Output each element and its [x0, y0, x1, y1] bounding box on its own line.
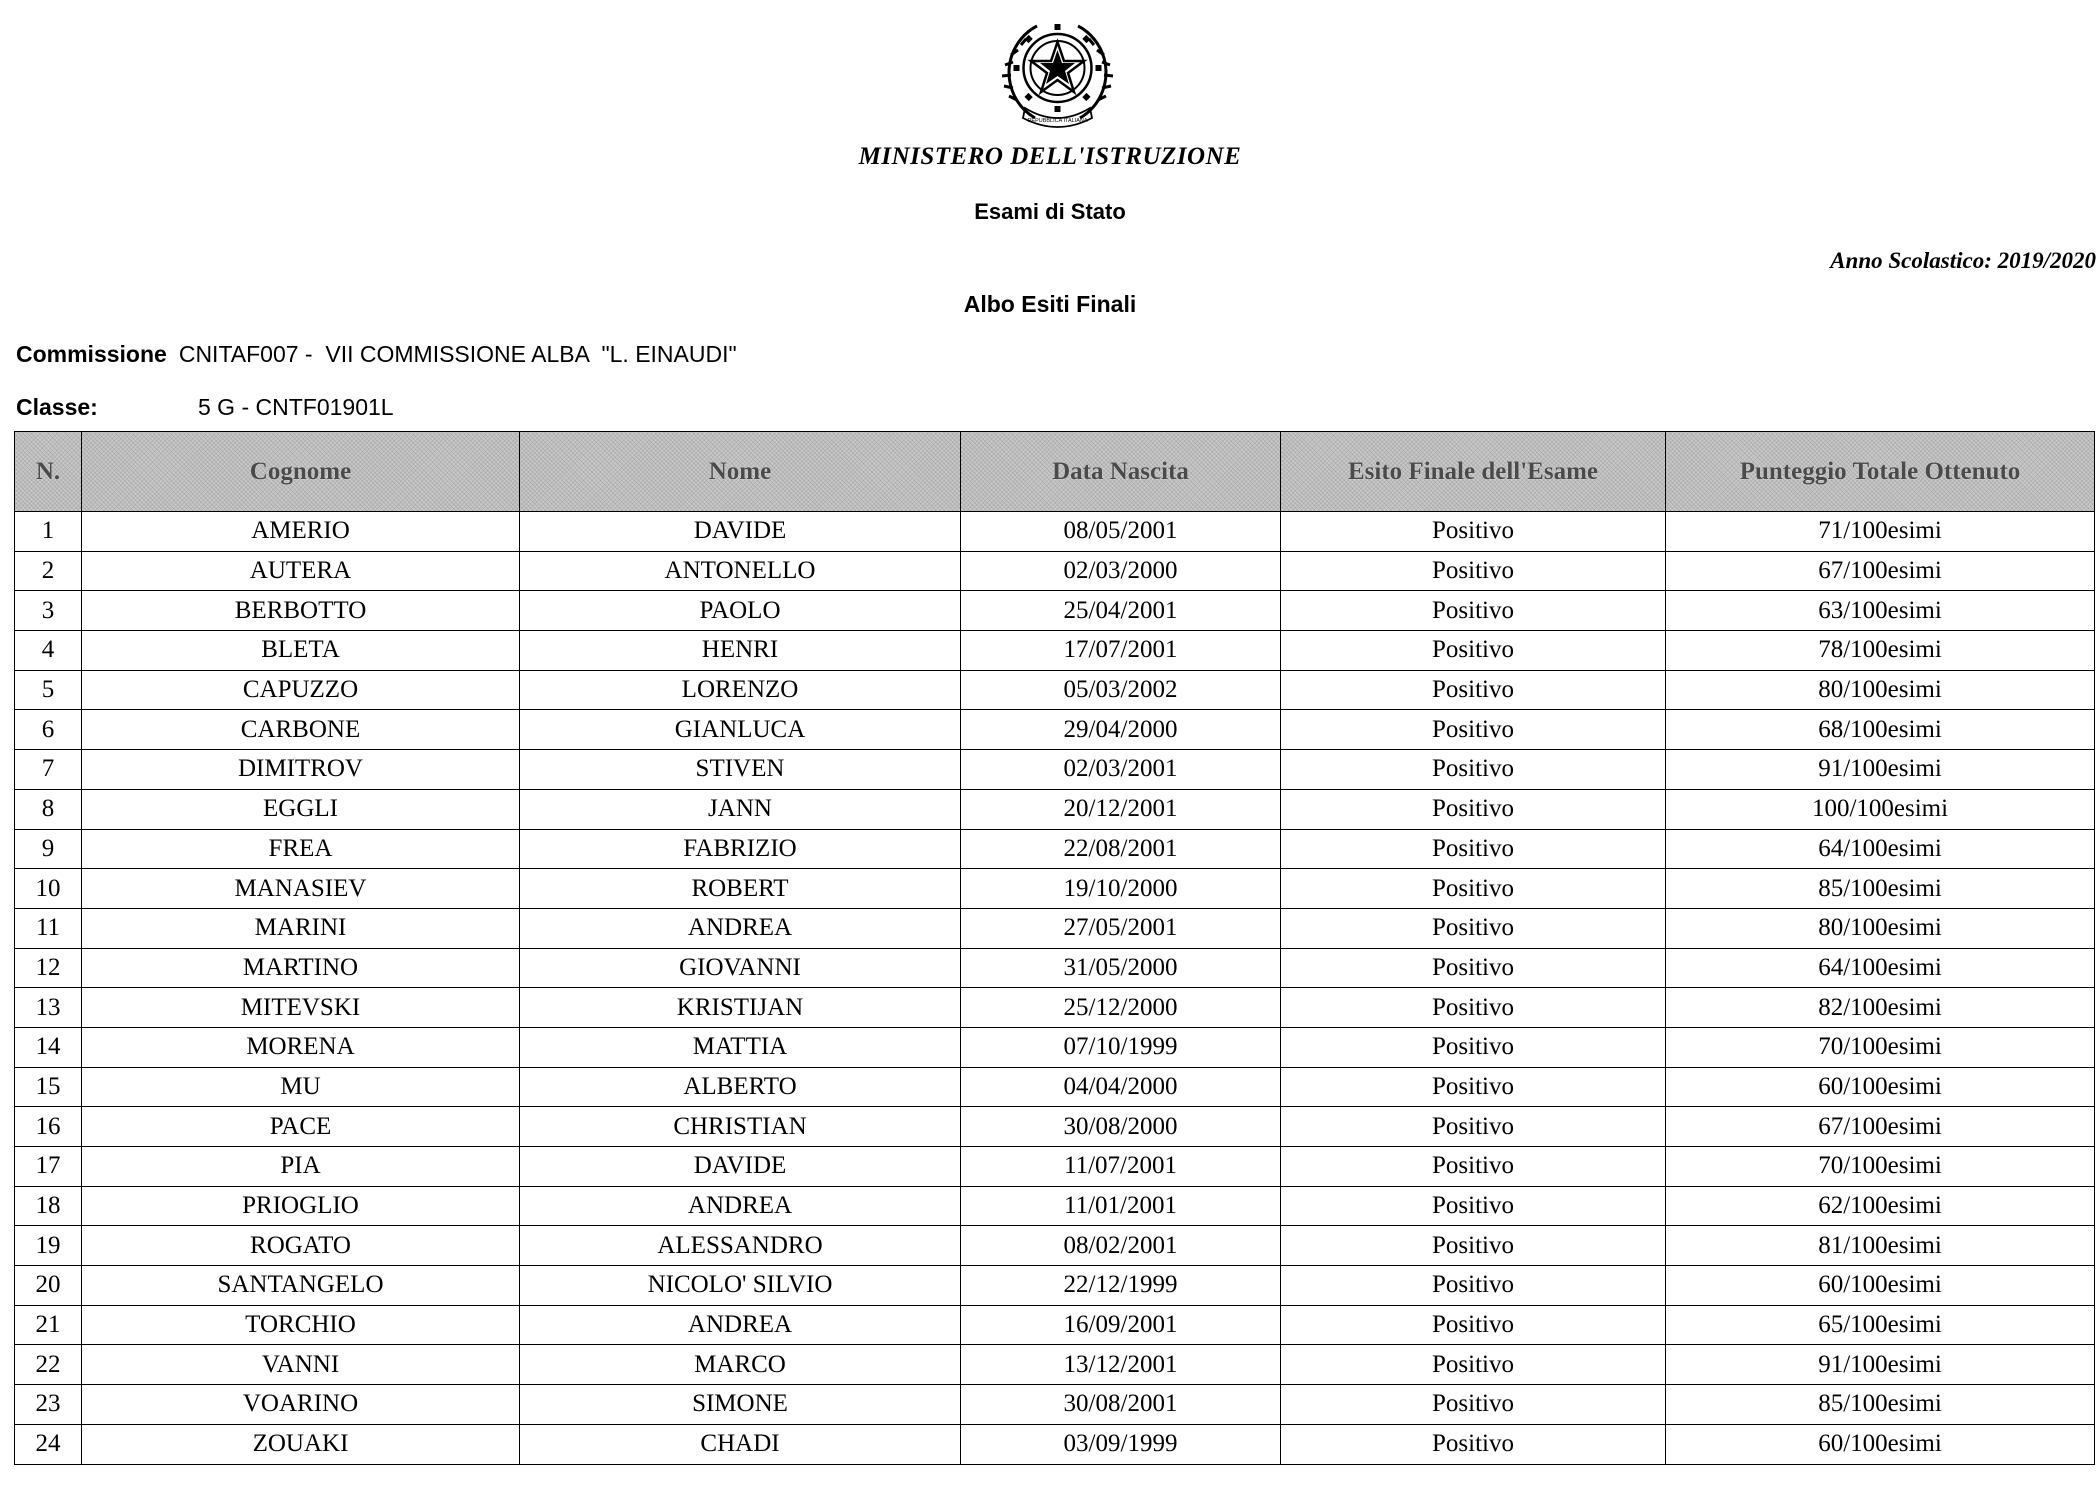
birth-date-cell: 30/08/2001	[961, 1385, 1281, 1425]
table-row	[15, 988, 2095, 1028]
surname-cell: FREA	[82, 829, 520, 869]
table-row	[15, 908, 2095, 948]
commission-line	[16, 341, 737, 368]
birth-date-cell: 25/12/2000	[961, 988, 1281, 1028]
surname-cell: ZOUAKI	[82, 1424, 520, 1464]
table-row	[15, 512, 2095, 552]
outcome-cell: Positivo	[1281, 1186, 1666, 1226]
header-name: Nome	[520, 432, 961, 512]
birth-date-cell: 25/04/2001	[961, 591, 1281, 631]
outcome-cell: Positivo	[1281, 1305, 1666, 1345]
score-cell: 64/100esimi	[1666, 948, 2095, 988]
score-cell: 85/100esimi	[1666, 869, 2095, 909]
class-label: Classe:	[16, 394, 98, 420]
score-cell: 91/100esimi	[1666, 750, 2095, 790]
table-row	[15, 1424, 2095, 1464]
header-birth-date: Data Nascita	[961, 432, 1281, 512]
row-number-cell: 20	[15, 1266, 82, 1306]
surname-cell: MITEVSKI	[82, 988, 520, 1028]
birth-date-cell: 27/05/2001	[961, 908, 1281, 948]
outcome-cell: Positivo	[1281, 512, 1666, 552]
row-number-cell: 3	[15, 591, 82, 631]
name-cell: MATTIA	[520, 1027, 961, 1067]
birth-date-cell: 07/10/1999	[961, 1027, 1281, 1067]
score-cell: 67/100esimi	[1666, 1107, 2095, 1147]
birth-date-cell: 22/12/1999	[961, 1266, 1281, 1306]
surname-cell: ROGATO	[82, 1226, 520, 1266]
name-cell: ANTONELLO	[520, 551, 961, 591]
birth-date-cell: 03/09/1999	[961, 1424, 1281, 1464]
header-number: N.	[15, 432, 82, 512]
header-outcome: Esito Finale dell'Esame	[1281, 432, 1666, 512]
table-row	[15, 869, 2095, 909]
name-cell: STIVEN	[520, 750, 961, 790]
outcome-cell: Positivo	[1281, 591, 1666, 631]
outcome-cell: Positivo	[1281, 1266, 1666, 1306]
name-cell: MARCO	[520, 1345, 961, 1385]
score-cell: 70/100esimi	[1666, 1027, 2095, 1067]
school-year: Anno Scolastico: 2019/2020	[1830, 248, 2096, 273]
outcome-cell: Positivo	[1281, 631, 1666, 671]
table-row	[15, 1226, 2095, 1266]
score-cell: 82/100esimi	[1666, 988, 2095, 1028]
row-number-cell: 12	[15, 948, 82, 988]
birth-date-cell: 31/05/2000	[961, 948, 1281, 988]
surname-cell: AUTERA	[82, 551, 520, 591]
birth-date-cell: 11/01/2001	[961, 1186, 1281, 1226]
birth-date-cell: 02/03/2001	[961, 750, 1281, 790]
outcome-cell: Positivo	[1281, 829, 1666, 869]
table-row	[15, 948, 2095, 988]
birth-date-cell: 08/02/2001	[961, 1226, 1281, 1266]
row-number-cell: 5	[15, 670, 82, 710]
birth-date-cell: 30/08/2000	[961, 1107, 1281, 1147]
outcome-cell: Positivo	[1281, 1147, 1666, 1187]
score-cell: 78/100esimi	[1666, 631, 2095, 671]
birth-date-cell: 04/04/2000	[961, 1067, 1281, 1107]
birth-date-cell: 19/10/2000	[961, 869, 1281, 909]
surname-cell: PIA	[82, 1147, 520, 1187]
name-cell: JANN	[520, 789, 961, 829]
table-row	[15, 789, 2095, 829]
score-cell: 60/100esimi	[1666, 1424, 2095, 1464]
name-cell: LORENZO	[520, 670, 961, 710]
birth-date-cell: 20/12/2001	[961, 789, 1281, 829]
row-number-cell: 7	[15, 750, 82, 790]
score-cell: 80/100esimi	[1666, 908, 2095, 948]
score-cell: 68/100esimi	[1666, 710, 2095, 750]
outcome-cell: Positivo	[1281, 750, 1666, 790]
outcome-cell: Positivo	[1281, 1226, 1666, 1266]
table-row	[15, 631, 2095, 671]
surname-cell: MANASIEV	[82, 869, 520, 909]
name-cell: ANDREA	[520, 1305, 961, 1345]
name-cell: DAVIDE	[520, 512, 961, 552]
class-value: 5 G - CNTF01901L	[198, 394, 394, 420]
commission-value: CNITAF007 - VII COMMISSIONE ALBA "L. EINAUDI"	[178, 341, 737, 367]
row-number-cell: 4	[15, 631, 82, 671]
table-row	[15, 1266, 2095, 1306]
score-cell: 67/100esimi	[1666, 551, 2095, 591]
surname-cell: DIMITROV	[82, 750, 520, 790]
surname-cell: EGGLI	[82, 789, 520, 829]
surname-cell: MARTINO	[82, 948, 520, 988]
surname-cell: VANNI	[82, 1345, 520, 1385]
row-number-cell: 19	[15, 1226, 82, 1266]
outcome-cell: Positivo	[1281, 1424, 1666, 1464]
birth-date-cell: 22/08/2001	[961, 829, 1281, 869]
outcome-cell: Positivo	[1281, 908, 1666, 948]
surname-cell: BERBOTTO	[82, 591, 520, 631]
outcome-cell: Positivo	[1281, 988, 1666, 1028]
surname-cell: AMERIO	[82, 512, 520, 552]
surname-cell: CAPUZZO	[82, 670, 520, 710]
score-cell: 71/100esimi	[1666, 512, 2095, 552]
surname-cell: CARBONE	[82, 710, 520, 750]
score-cell: 81/100esimi	[1666, 1226, 2095, 1266]
results-title: Albo Esiti Finali	[963, 291, 1137, 317]
row-number-cell: 21	[15, 1305, 82, 1345]
name-cell: FABRIZIO	[520, 829, 961, 869]
class-line	[16, 394, 394, 421]
row-number-cell: 15	[15, 1067, 82, 1107]
surname-cell: SANTANGELO	[82, 1266, 520, 1306]
outcome-cell: Positivo	[1281, 551, 1666, 591]
surname-cell: MU	[82, 1067, 520, 1107]
table-row	[15, 750, 2095, 790]
name-cell: CHADI	[520, 1424, 961, 1464]
score-cell: 80/100esimi	[1666, 670, 2095, 710]
table-row	[15, 1305, 2095, 1345]
row-number-cell: 13	[15, 988, 82, 1028]
surname-cell: PRIOGLIO	[82, 1186, 520, 1226]
birth-date-cell: 29/04/2000	[961, 710, 1281, 750]
outcome-cell: Positivo	[1281, 948, 1666, 988]
table-row	[15, 710, 2095, 750]
name-cell: ANDREA	[520, 908, 961, 948]
row-number-cell: 17	[15, 1147, 82, 1187]
table-row	[15, 1385, 2095, 1425]
surname-cell: VOARINO	[82, 1385, 520, 1425]
outcome-cell: Positivo	[1281, 1067, 1666, 1107]
name-cell: HENRI	[520, 631, 961, 671]
row-number-cell: 8	[15, 789, 82, 829]
name-cell: GIOVANNI	[520, 948, 961, 988]
name-cell: ANDREA	[520, 1186, 961, 1226]
score-cell: 70/100esimi	[1666, 1147, 2095, 1187]
ministry-title: MINISTERO DELL'ISTRUZIONE	[858, 143, 1242, 170]
table-row	[15, 1107, 2095, 1147]
republic-emblem-icon	[995, 10, 1120, 135]
name-cell: NICOLO' SILVIO	[520, 1266, 961, 1306]
table-header-row	[15, 432, 2095, 512]
name-cell: GIANLUCA	[520, 710, 961, 750]
score-cell: 62/100esimi	[1666, 1186, 2095, 1226]
surname-cell: MARINI	[82, 908, 520, 948]
row-number-cell: 23	[15, 1385, 82, 1425]
table-row	[15, 670, 2095, 710]
table-row	[15, 551, 2095, 591]
name-cell: ROBERT	[520, 869, 961, 909]
name-cell: DAVIDE	[520, 1147, 961, 1187]
birth-date-cell: 13/12/2001	[961, 1345, 1281, 1385]
name-cell: ALESSANDRO	[520, 1226, 961, 1266]
score-cell: 60/100esimi	[1666, 1067, 2095, 1107]
table-row	[15, 1067, 2095, 1107]
name-cell: CHRISTIAN	[520, 1107, 961, 1147]
outcome-cell: Positivo	[1281, 789, 1666, 829]
results-table	[14, 431, 2095, 1465]
outcome-cell: Positivo	[1281, 670, 1666, 710]
birth-date-cell: 02/03/2000	[961, 551, 1281, 591]
surname-cell: MORENA	[82, 1027, 520, 1067]
table-row	[15, 1186, 2095, 1226]
birth-date-cell: 17/07/2001	[961, 631, 1281, 671]
score-cell: 64/100esimi	[1666, 829, 2095, 869]
name-cell: ALBERTO	[520, 1067, 961, 1107]
birth-date-cell: 11/07/2001	[961, 1147, 1281, 1187]
table-row	[15, 1345, 2095, 1385]
results-table-body	[15, 512, 2095, 1465]
name-cell: SIMONE	[520, 1385, 961, 1425]
score-cell: 85/100esimi	[1666, 1385, 2095, 1425]
exam-title: Esami di Stato	[974, 199, 1126, 224]
birth-date-cell: 05/03/2002	[961, 670, 1281, 710]
row-number-cell: 16	[15, 1107, 82, 1147]
commission-label: Commissione	[16, 341, 167, 367]
table-row	[15, 1027, 2095, 1067]
outcome-cell: Positivo	[1281, 1107, 1666, 1147]
score-cell: 63/100esimi	[1666, 591, 2095, 631]
row-number-cell: 11	[15, 908, 82, 948]
emblem-motto: REPUBBLICA ITALIANA	[1027, 118, 1088, 124]
surname-cell: PACE	[82, 1107, 520, 1147]
birth-date-cell: 16/09/2001	[961, 1305, 1281, 1345]
row-number-cell: 10	[15, 869, 82, 909]
row-number-cell: 2	[15, 551, 82, 591]
score-cell: 60/100esimi	[1666, 1266, 2095, 1306]
outcome-cell: Positivo	[1281, 869, 1666, 909]
score-cell: 91/100esimi	[1666, 1345, 2095, 1385]
row-number-cell: 9	[15, 829, 82, 869]
row-number-cell: 24	[15, 1424, 82, 1464]
row-number-cell: 18	[15, 1186, 82, 1226]
outcome-cell: Positivo	[1281, 710, 1666, 750]
score-cell: 100/100esimi	[1666, 789, 2095, 829]
name-cell: KRISTIJAN	[520, 988, 961, 1028]
table-row	[15, 591, 2095, 631]
header-score: Punteggio Totale Ottenuto	[1666, 432, 2095, 512]
header-surname: Cognome	[82, 432, 520, 512]
outcome-cell: Positivo	[1281, 1385, 1666, 1425]
row-number-cell: 1	[15, 512, 82, 552]
table-row	[15, 1147, 2095, 1187]
outcome-cell: Positivo	[1281, 1027, 1666, 1067]
surname-cell: TORCHIO	[82, 1305, 520, 1345]
row-number-cell: 22	[15, 1345, 82, 1385]
outcome-cell: Positivo	[1281, 1345, 1666, 1385]
birth-date-cell: 08/05/2001	[961, 512, 1281, 552]
name-cell: PAOLO	[520, 591, 961, 631]
score-cell: 65/100esimi	[1666, 1305, 2095, 1345]
surname-cell: BLETA	[82, 631, 520, 671]
row-number-cell: 6	[15, 710, 82, 750]
table-row	[15, 829, 2095, 869]
row-number-cell: 14	[15, 1027, 82, 1067]
